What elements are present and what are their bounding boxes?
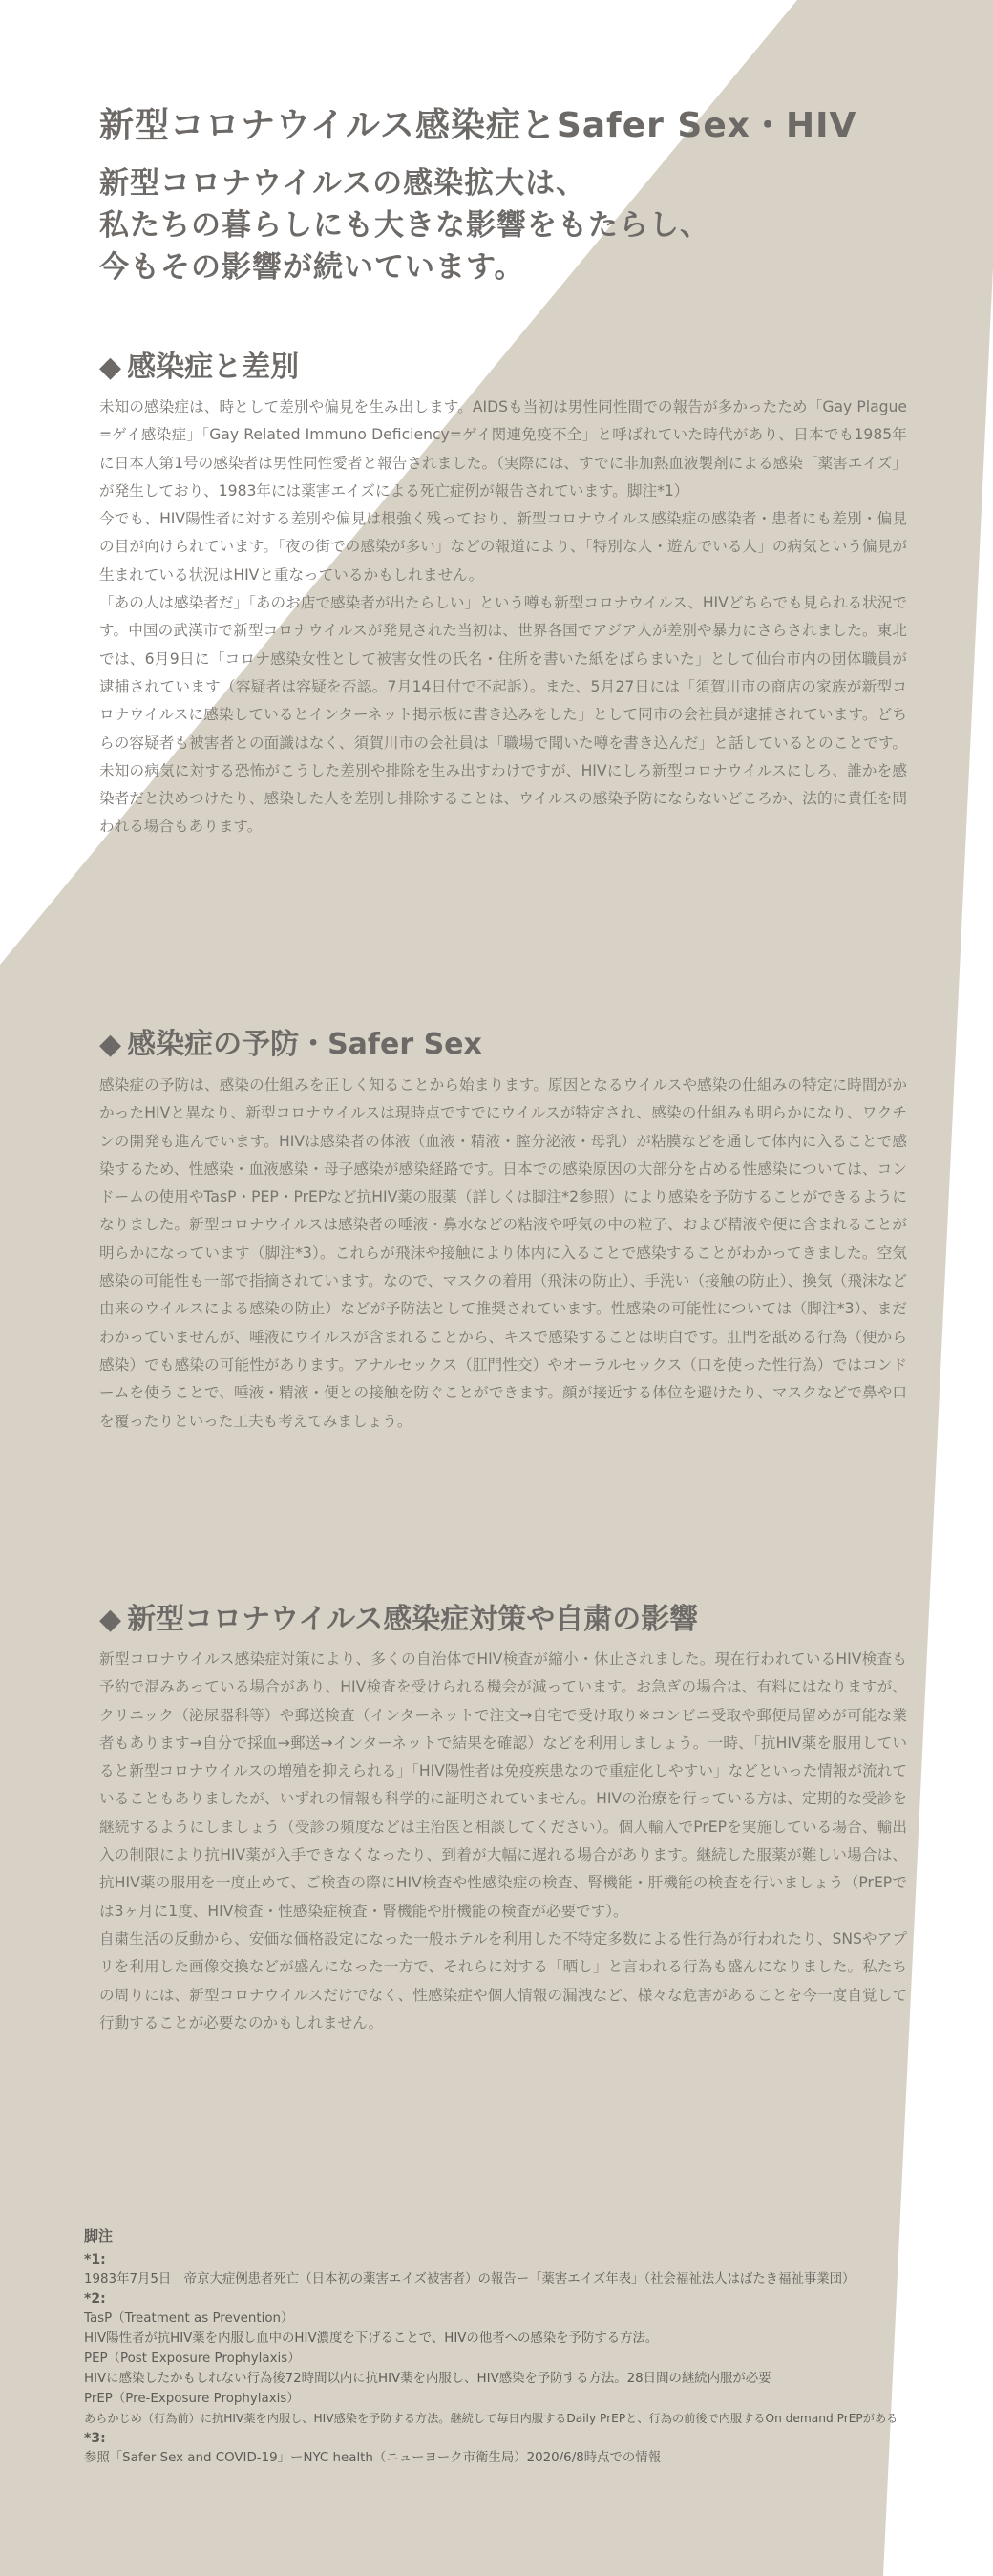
footnote-line: 参照「Safer Sex and COVID-19」ーNYC health（ニューヨーク市衛生局）2020/6/8時点での情報 [84, 2451, 662, 2465]
footnote-label: *1: [84, 2252, 106, 2267]
section-heading-text: 感染症の予防・Safer Sex [127, 1028, 482, 1061]
section-heading-text: 新型コロナウイルス感染症対策や自粛の影響 [127, 1603, 699, 1636]
footnote-label: *2: [84, 2291, 106, 2307]
footnote-line: TasP（Treatment as Prevention） [84, 2311, 294, 2326]
section-heading-text: 感染症と差別 [127, 351, 300, 384]
footnote-line: 1983年7月5日 帝京大症例患者死亡（日本初の薬害エイズ被害者）の報告ー「薬害エイズ年表」（社会福祉法人はばたき福祉事業団） [84, 2272, 856, 2287]
page-title: 新型コロナウイルス感染症とSafer Sex・HIV [99, 106, 857, 145]
paragraph: 自粛生活の反動から、安価な価格設定になった一般ホテルを利用した不特定多数による性行為が行われたり、SNSやアプリを利用した画像交換などが盛んになった一方で、それらに対する「晒し」と言われる行為も盛んになりました。私たちの周りには、新型コロナウイルスだけでなく、性感染症や個人情報の漏洩など、様々な危害があることを今一度自覚して行動することが必要なのかもしれません。 [99, 1929, 907, 2032]
paragraph: 今でも、HIV陽性者に対する差別や偏見は根強く残っており、新型コロナウイルス感染症の感染者・患者にも差別・偏見の目が向けられています。「夜の街での感染が多い」などの報道により、「特別な人・遊んでいる人」の病気という偏見が生まれている状況はHIVと重なっているかもしれません。 [99, 510, 907, 584]
lead-line-3: 今もその影響が続いています。 [99, 250, 525, 285]
section-body-countermeasures [99, 1646, 907, 2037]
footnote-line: PEP（Post Exposure Prophylaxis） [84, 2352, 301, 2366]
footnote-2 [84, 2289, 943, 2429]
footnote-line: あらかじめ（行為前）に抗HIV薬を内服し、HIV感染を予防する方法。継続して毎日内服するDaily PrEPと、行為の前後で内服するOn demand PrEPがある [84, 2412, 898, 2425]
lead-line-2: 私たちの暮らしにも大きな影響をもたらし、 [99, 208, 710, 243]
footnotes-heading: 脚注 [84, 2227, 114, 2245]
footnote-line: HIV陽性者が抗HIV薬を内服し血中のHIV濃度を下げることで、HIVの他者への感染を予防する方法。 [84, 2331, 659, 2346]
section-heading-countermeasures [99, 1602, 940, 1638]
paragraph: 「あの人は感染者だ」「あのお店で感染者が出たらしい」という噂も新型コロナウイルス、HIVどちらでも見られる状況です。中国の武漢市で新型コロナウイルスが発見された当初は、世界各国でアジア人が差別や暴力にさらされました。東北では、6月9日に「コロナ感染女性として被害女性の氏名・住所を書いた紙をばらまいた」として仙台市内の団体職員が逮捕されています（容疑者は容疑を否認。7月14日付で不起訴）。また、5月27日には「須賀川市の商店の家族が新型コロナウイルスに感染しているとインターネット掲示板に書き込みをした」として同市の会社員が逮捕されています。どちらの容疑者も被害者との面識はなく、須賀川市の会社員は「職場で聞いた噂を書き込んだ」と話しているとのことです。未知の病気に対する恐怖がこうした差別や排除を生み出すわけですが、HIVにしろ新型コロナウイルスにしろ、誰かを感染者だと決めつけたり、感染した人を差別し排除することは、ウイルスの感染予防にならないどころか、法的に責任を問われる場合もあります。 [99, 594, 907, 836]
section-heading-prevention [99, 1027, 940, 1063]
footnote-1 [84, 2250, 943, 2289]
paragraph: 未知の感染症は、時として差別や偏見を生み出します。AIDSも当初は男性同性間での報告が多かったため「Gay Plague=ゲイ感染症」「Gay Related Immuno Deficiency=ゲイ関連免疫不全」と呼ばれていた時代があり、日本でも1985年に日本人第1号の感染者は男性同性愛者と報告されました。（実際には、すでに非加熱血液製剤による感染「薬害エイズ」が発生しており、1983年には薬害エイズによる死亡症例が報告されています。脚注*1） [99, 398, 907, 500]
footnote-3 [84, 2429, 943, 2468]
diamond-icon: ◆ [99, 1028, 122, 1061]
lead-line-1: 新型コロナウイルスの感染拡大は、 [99, 166, 587, 201]
footnotes [84, 2225, 943, 2468]
lead-text [99, 162, 920, 288]
footnote-label: *3: [84, 2431, 106, 2446]
section-body-prevention [99, 1072, 907, 1436]
diamond-icon: ◆ [99, 1603, 122, 1636]
footnote-line: HIVに感染したかもしれない行為後72時間以内に抗HIV薬を内服し、HIV感染を予防する方法。28日間の継続内服が必要 [84, 2372, 771, 2386]
diamond-icon: ◆ [99, 351, 122, 384]
paragraph: 新型コロナウイルス感染症対策により、多くの自治体でHIV検査が縮小・休止されました。現在行われているHIV検査も予約で混みあっている場合があり、HIV検査を受けられる機会が減っています。お急ぎの場合は、有料にはなりますが、クリニック（泌尿器科等）や郵送検査（インターネットで注文→自宅で受け取り※コンビニ受取や郵便局留めが可能な業者もあります→自分で採血→郵送→インターネットで結果を確認）などを利用しましょう。一時、「抗HIV薬を服用していると新型コロナウイルスの増殖を抑えられる」「HIV陽性者は免疫疾患なので重症化しやすい」などといった情報が流れていることもありましたが、いずれの情報も科学的に証明されていません。HIVの治療を行っている方は、定期的な受診を継続するようにしましょう（受診の頻度などは主治医と相談してください）。個人輸入でPrEPを実施している場合、輸出入の制限により抗HIV薬が入手できなくなったり、到着が大幅に遅れる場合があります。継続した服薬が難しい場合は、抗HIV薬の服用を一度止めて、ご検査の際にHIV検査や性感染症の検査、腎機能・肝機能の検査を行いましょう（PrEPでは3ヶ月に1度、HIV検査・性感染症検査・腎機能や肝機能の検査が必要です）。 [99, 1650, 907, 1920]
footnote-line: PrEP（Pre-Exposure Prophylaxis） [84, 2392, 300, 2406]
paragraph: 感染症の予防は、感染の仕組みを正しく知ることから始まります。原因となるウイルスや感染の仕組みの特定に時間がかかったHIVと異なり、新型コロナウイルスは現時点ですでにウイルスが特定され、感染の仕組みも明らかになり、ワクチンの開発も進んでいます。HIVは感染者の体液（血液・精液・膣分泌液・母乳）が粘膜などを通して体内に入ることで感染するため、性感染・血液感染・母子感染が感染経路です。日本での感染原因の大部分を占める性感染については、コンドームの使用やTasP・PEP・PrEPなど抗HIV薬の服薬（詳しくは脚注*2参照）により感染を予防することができるようになりました。新型コロナウイルスは感染者の唾液・鼻水などの粘液や呼気の中の粒子、および精液や便に含まれることが明らかになっています（脚注*3）。これらが飛沫や接触により体内に入ることで感染することがわかってきました。空気感染の可能性も一部で指摘されています。なので、マスクの着用（飛沫の防止）、手洗い（接触の防止）、換気（飛沫など由来のウイルスによる感染の防止）などが予防法として推奨されています。性感染の可能性については（脚注*3）、まだわかっていませんが、唾液にウイルスが含まれることから、キスで感染することは明白です。肛門を舐める行為（便から感染）でも感染の可能性があります。アナルセックス（肛門性交）やオーラルセックス（口を使った性行為）ではコンドームを使うことで、唾液・精液・便との接触を防ぐことができます。顔が接近する体位を避けたり、マスクなどで鼻や口を覆ったりといった工夫も考えてみましょう。 [99, 1076, 907, 1430]
section-heading-discrimination [99, 350, 940, 386]
section-body-discrimination [99, 394, 907, 841]
